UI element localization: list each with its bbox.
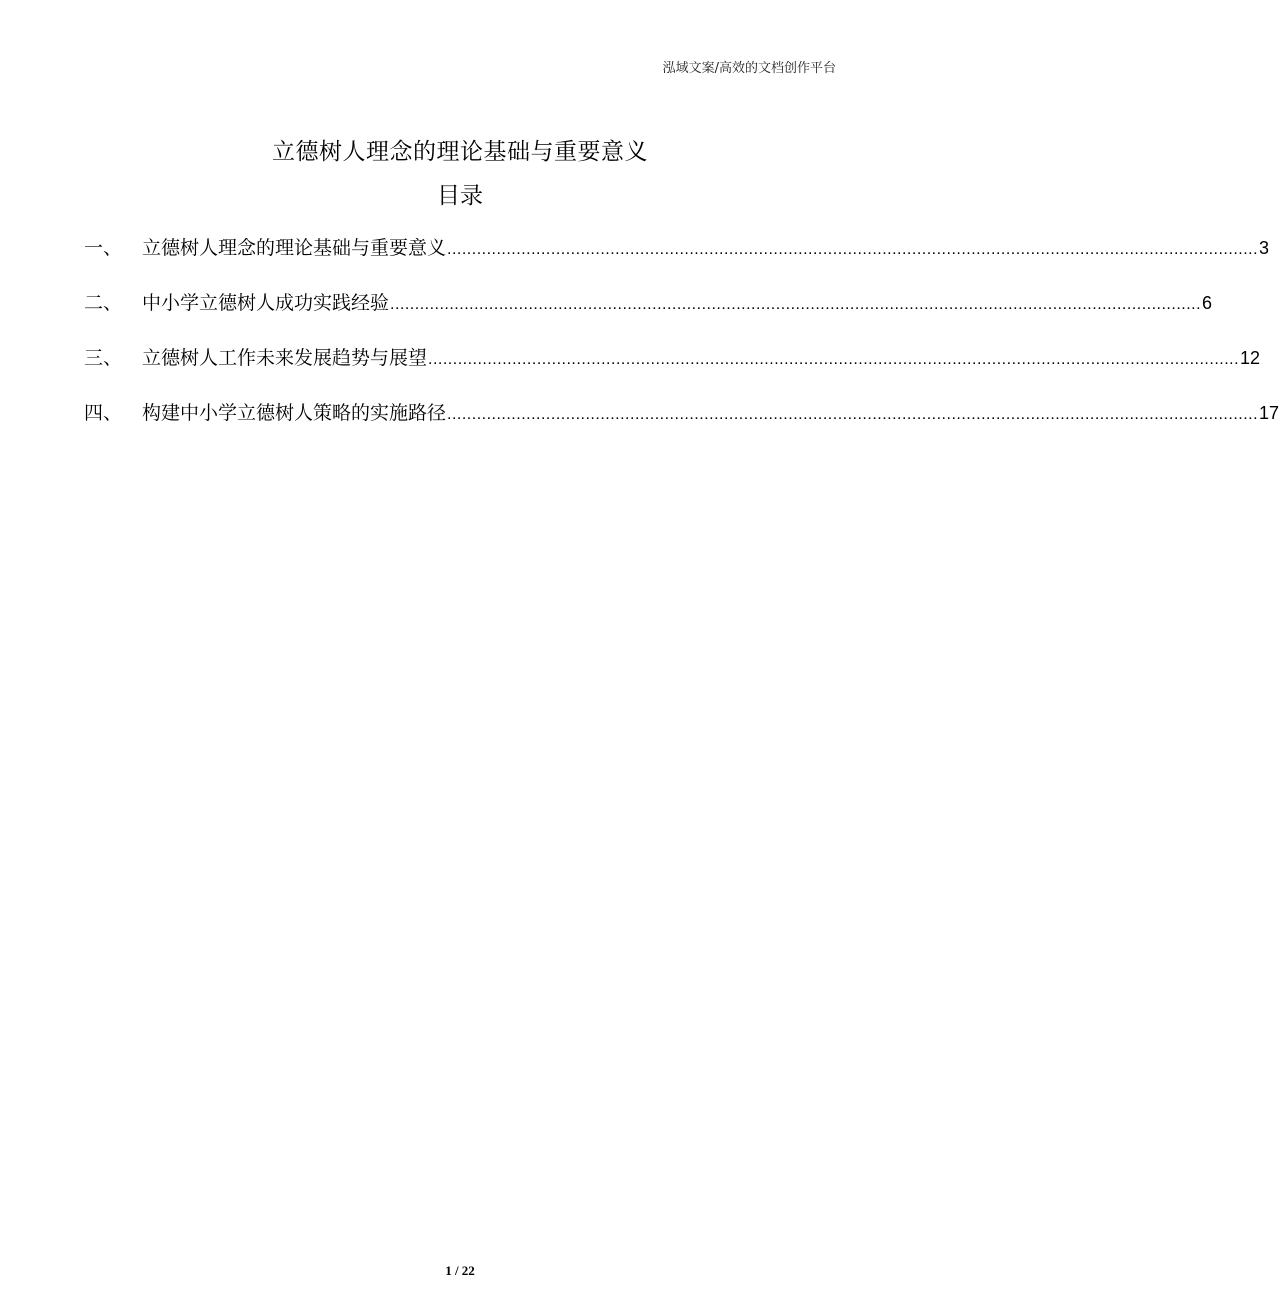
toc-entry-number: 四、 — [84, 402, 123, 424]
toc-entry[interactable] — [84, 288, 1213, 343]
toc-entry-page: 3 — [1259, 238, 1270, 258]
toc-entry[interactable] — [84, 398, 1279, 453]
toc-dot-leader: .................................................................................................................................................................... — [390, 296, 1202, 313]
toc-entry-page: 17 — [1259, 403, 1279, 423]
toc-dot-leader: .................................................................................................................................................................... — [428, 351, 1240, 368]
toc-entry-number: 二、 — [84, 292, 123, 314]
page-number: 1 / 22 — [445, 1263, 475, 1278]
toc-dot-leader: .................................................................................................................................................................... — [447, 241, 1259, 258]
toc-entry-number: 一、 — [84, 237, 123, 259]
toc-entry[interactable] — [84, 233, 1270, 288]
toc-entry-title: 立德树人工作未来发展趋势与展望 — [142, 347, 428, 369]
header-divider — [84, 80, 836, 81]
table-of-contents — [84, 233, 1279, 453]
toc-entry-title: 中小学立德树人成功实践经验 — [142, 292, 390, 314]
toc-entry-number: 三、 — [84, 347, 123, 369]
toc-dot-leader: .................................................................................................................................................................... — [447, 406, 1259, 423]
toc-heading: 目录 — [437, 183, 483, 209]
header-note: 泓域文案/高效的文档创作平台 — [662, 61, 836, 76]
document-title: 立德树人理念的理论基础与重要意义 — [272, 139, 648, 166]
toc-entry[interactable] — [84, 343, 1261, 398]
toc-entry-title: 立德树人理念的理论基础与重要意义 — [142, 237, 447, 259]
toc-entry-page: 12 — [1240, 348, 1261, 368]
toc-entry-title: 构建中小学立德树人策略的实施路径 — [142, 402, 447, 424]
toc-entry-page: 6 — [1202, 293, 1213, 313]
